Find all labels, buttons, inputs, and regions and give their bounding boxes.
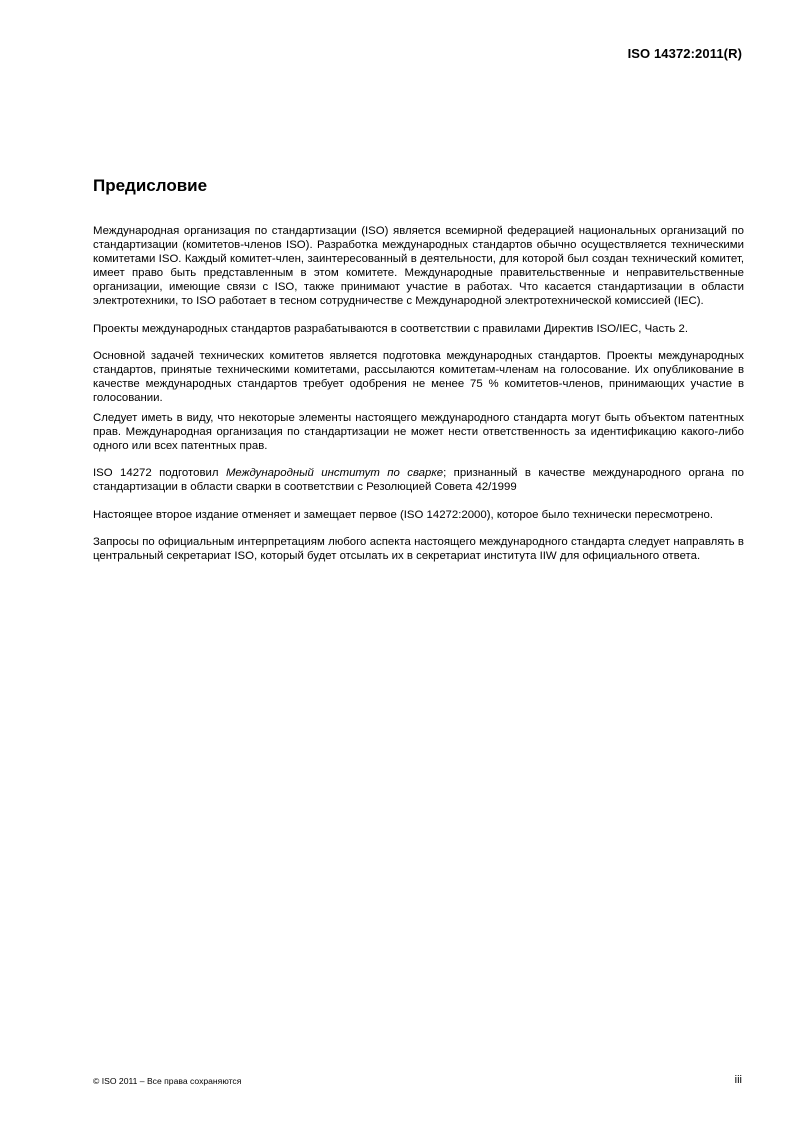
- section-title: Предисловие: [93, 176, 208, 195]
- paragraph-iso-organization: Международная организация по стандартизации (ISO) является всемирной федерацией национальных организаций по стандартизации (комитетов-членов ISO). Разработка международных стандартов обычно осуществляется техническими комитетами ISO. Каждый комитет-член, заинтересованный в деятельности, для которой был создан технический комитет, имеет право быть представленным в этом комитете. Международные правительственные и неправительственные организации, имеющие связи с ISO, также принимают участие в работах. Что касается стандартизации в области электротехники, то ISO работает в тесном сотрудничестве с Международной электротехнической комиссией (IEC).: [93, 225, 744, 308]
- paragraph-patent-rights: Следует иметь в виду, что некоторые элементы настоящего международного стандарта могут быть объектом патентных прав. Международная организация по стандартизации не может нести ответственность за идентификацию какого-либо одного или всех патентных прав.: [93, 412, 744, 453]
- paragraph-edition: Настоящее второе издание отменяет и замещает первое (ISO 14272:2000), которое было технически пересмотрено.: [93, 508, 714, 521]
- paragraph-prepared-by: [93, 466, 744, 494]
- paragraph-committees-task: Основной задачей технических комитетов является подготовка международных стандартов. Проекты международных стандартов, принятые техническими комитетами, рассылаются комитетам-членам на голосование. Их опубликование в качестве международных стандартов требует одобрения не менее 75 % комитетов-членов, принимающих участие в голосовании.: [93, 349, 744, 404]
- document-code: ISO 14372:2011(R): [627, 46, 742, 61]
- footer-page-number: iii: [734, 1074, 742, 1086]
- footer-copyright: © ISO 2011 – Все права сохраняются: [93, 1076, 242, 1086]
- prepared-by-start: ISO 14272 подготовил: [93, 467, 226, 480]
- paragraph-directives: Проекты международных стандартов разрабатываются в соответствии с правилами Директив ISO/IEC, Часть 2.: [93, 322, 689, 335]
- foreword-body: [93, 224, 744, 576]
- paragraph-interpretation-requests: Запросы по официальным интерпретациям любого аспекта настоящего международного стандарта следует направлять в центральный секретариат ISO, который будет отсылать их в секретариат института IIW для официального ответа.: [93, 535, 744, 562]
- prepared-by-end: ; признанный в качестве международного органа по стандартизации в области сварки в соответствии с Резолюцией Совета 42/1999: [93, 467, 745, 494]
- prepared-by-organization: Международный институт по сварке: [225, 467, 444, 480]
